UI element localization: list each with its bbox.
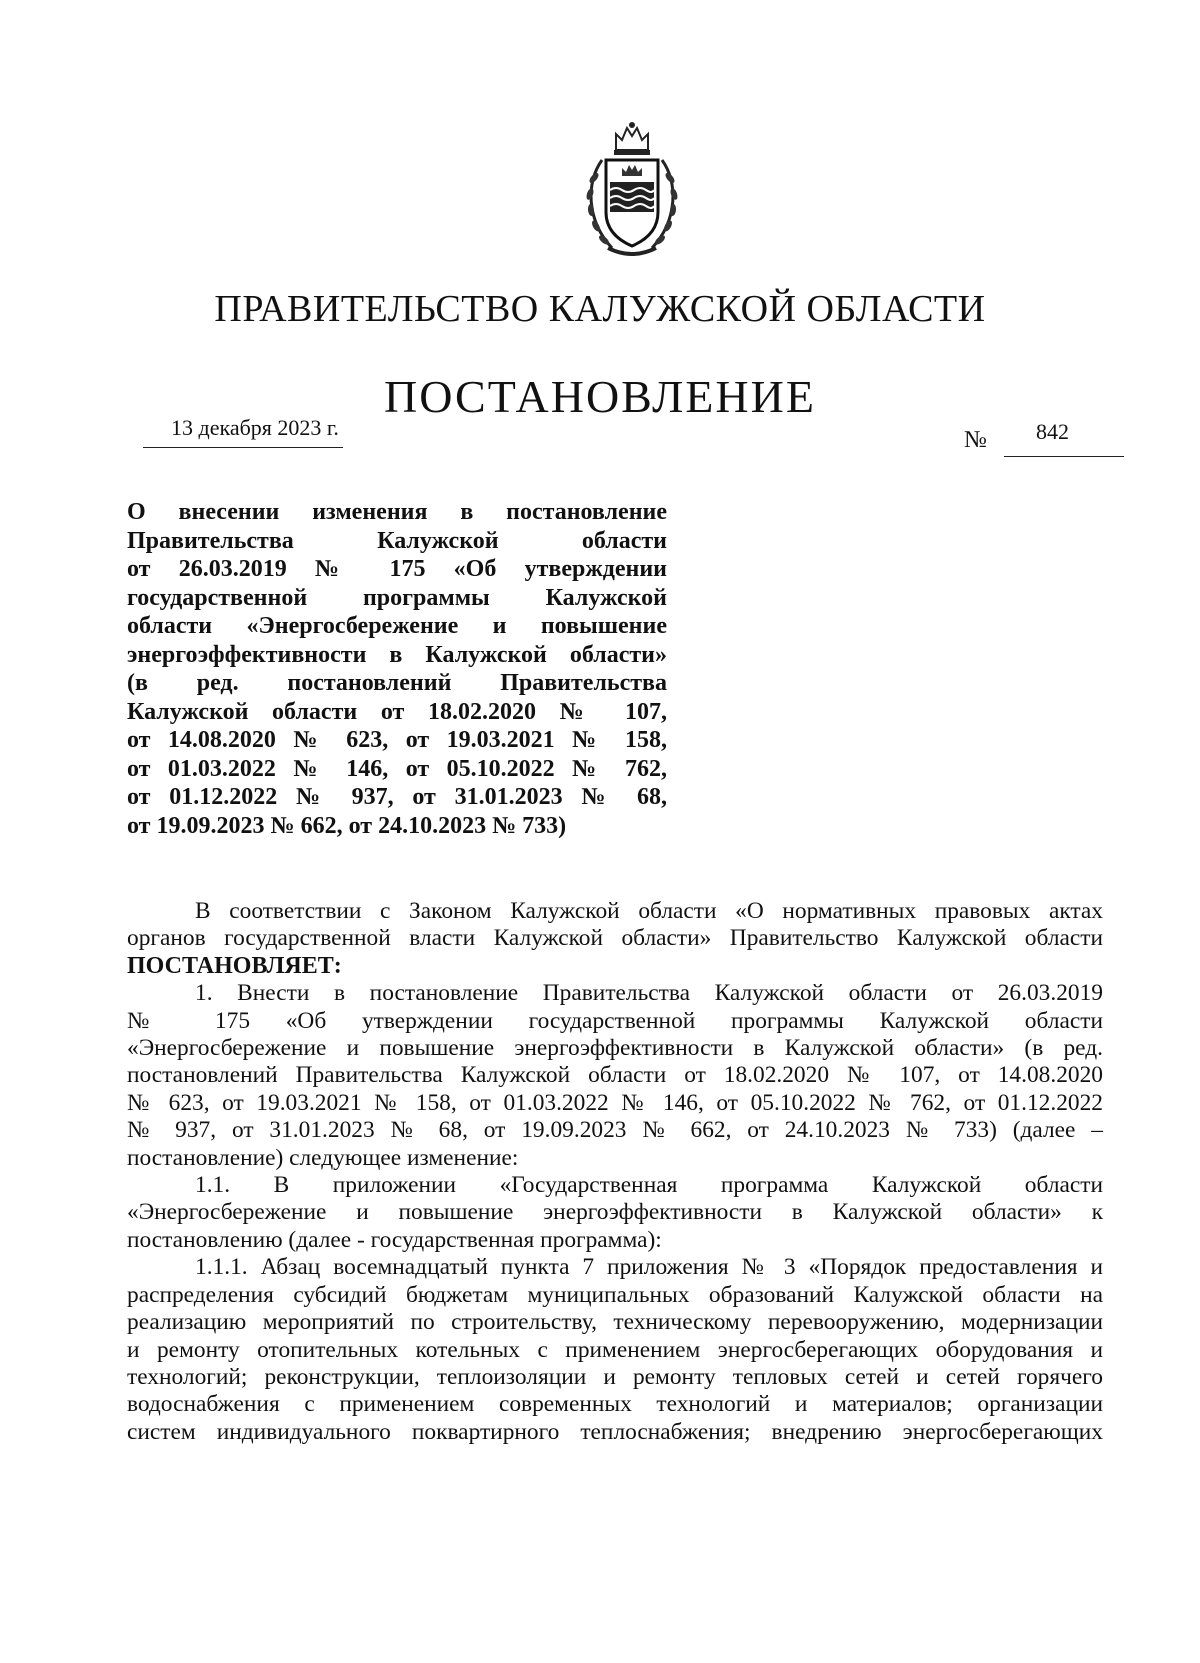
number-sign: №	[964, 427, 987, 453]
item-1-1-line: постановлению (далее - государственная программа):	[127, 1226, 662, 1253]
item-1-1-1-line: технологий; реконструкции, теплоизоляции и ремонту тепловых сетей и сетей горячего	[127, 1363, 1103, 1390]
decree-word: ПОСТАНОВЛЯЕТ:	[127, 952, 342, 979]
coat-of-arms-emblem	[572, 120, 692, 260]
document-number-field	[964, 419, 1124, 459]
item-1-line: «Энергосбережение и повышение энергоэффективности в Калужской области» (в ред.	[127, 1035, 1103, 1062]
item-1-1-line: 1.1. В приложении «Государственная программа Калужской области	[195, 1172, 1103, 1199]
subject-line: О внесении изменения в постановление	[127, 499, 667, 525]
item-1-1-1-line: и ремонту отопительных котельных с применением энергосберегающих оборудования и	[127, 1336, 1103, 1363]
subject-line: энергоэффективности в Калужской области»	[127, 641, 667, 668]
subject-line: от 14.08.2020 № 623, от 19.03.2021 № 158,	[127, 727, 667, 753]
preamble-line: органов государственной власти Калужской области» Правительство Калужской области	[127, 925, 1103, 952]
subject-line: Правительства Калужской области	[127, 527, 667, 554]
document-type-title: ПОСТАНОВЛЕНИЕ	[384, 371, 816, 422]
item-1-line: постановление) следующее изменение:	[127, 1144, 519, 1171]
preamble-line: В соответствии с Законом Калужской области «О нормативных правовых актах	[195, 898, 1103, 924]
number-underline	[1004, 456, 1124, 457]
item-1-line: № 937, от 31.01.2023 № 68, от 19.09.2023 № 662, от 24.10.2023 № 733) (далее –	[127, 1117, 1103, 1144]
item-1-1-1-line: систем индивидуального поквартирного теплоснабжения; внедрению энергосберегающих	[127, 1418, 1103, 1445]
item-1-line: № 623, от 19.03.2021 № 158, от 01.03.2022 № 146, от 05.10.2022 № 762, от 01.12.2022	[127, 1089, 1103, 1116]
item-1-1-1-line: водоснабжения с применением современных технологий и материалов; организации	[127, 1391, 1103, 1418]
subject-line: от 19.09.2023 № 662, от 24.10.2023 № 733)	[127, 812, 567, 839]
subject-line: от 01.12.2022 № 937, от 31.01.2023 № 68,	[127, 784, 667, 810]
item-1-line: 1. Внести в постановление Правительства Калужской области от 26.03.2019	[195, 980, 1103, 1007]
item-1-1-1-line: реализацию мероприятий по строительству, техническому перевооружению, модернизации	[127, 1309, 1103, 1336]
item-1-line: № 175 «Об утверждении государственной программы Калужской области	[127, 1007, 1103, 1034]
item-1-1-1-line: 1.1.1. Абзац восемнадцатый пункта 7 приложения № 3 «Порядок предоставления и	[195, 1254, 1103, 1281]
document-date: 13 декабря 2023 г.	[171, 415, 339, 440]
government-title: ПРАВИТЕЛЬСТВО КАЛУЖСКОЙ ОБЛАСТИ	[214, 288, 986, 330]
subject-line: (в ред. постановлений Правительства	[127, 670, 667, 696]
subject-line: от 26.03.2019 № 175 «Об утверждении	[127, 556, 667, 582]
item-1-line: постановлений Правительства Калужской области от 18.02.2020 № 107, от 14.08.2020	[127, 1062, 1103, 1089]
subject-line: государственной программы Калужской	[127, 584, 667, 611]
document-number: 842	[1036, 419, 1069, 444]
subject-line: от 01.03.2022 № 146, от 05.10.2022 № 762,	[127, 755, 667, 782]
document-date-field	[143, 413, 343, 448]
item-1-1-1-line: распределения субсидий бюджетам муниципальных образований Калужской области на	[127, 1281, 1103, 1308]
document-body	[127, 898, 1103, 1446]
document-subject	[127, 498, 667, 840]
subject-line: области «Энергосбережение и повышение	[127, 613, 667, 639]
subject-line: Калужской области от 18.02.2020 № 107,	[127, 698, 667, 725]
item-1-1-line: «Энергосбережение и повышение энергоэффективности в Калужской области» к	[127, 1199, 1103, 1226]
